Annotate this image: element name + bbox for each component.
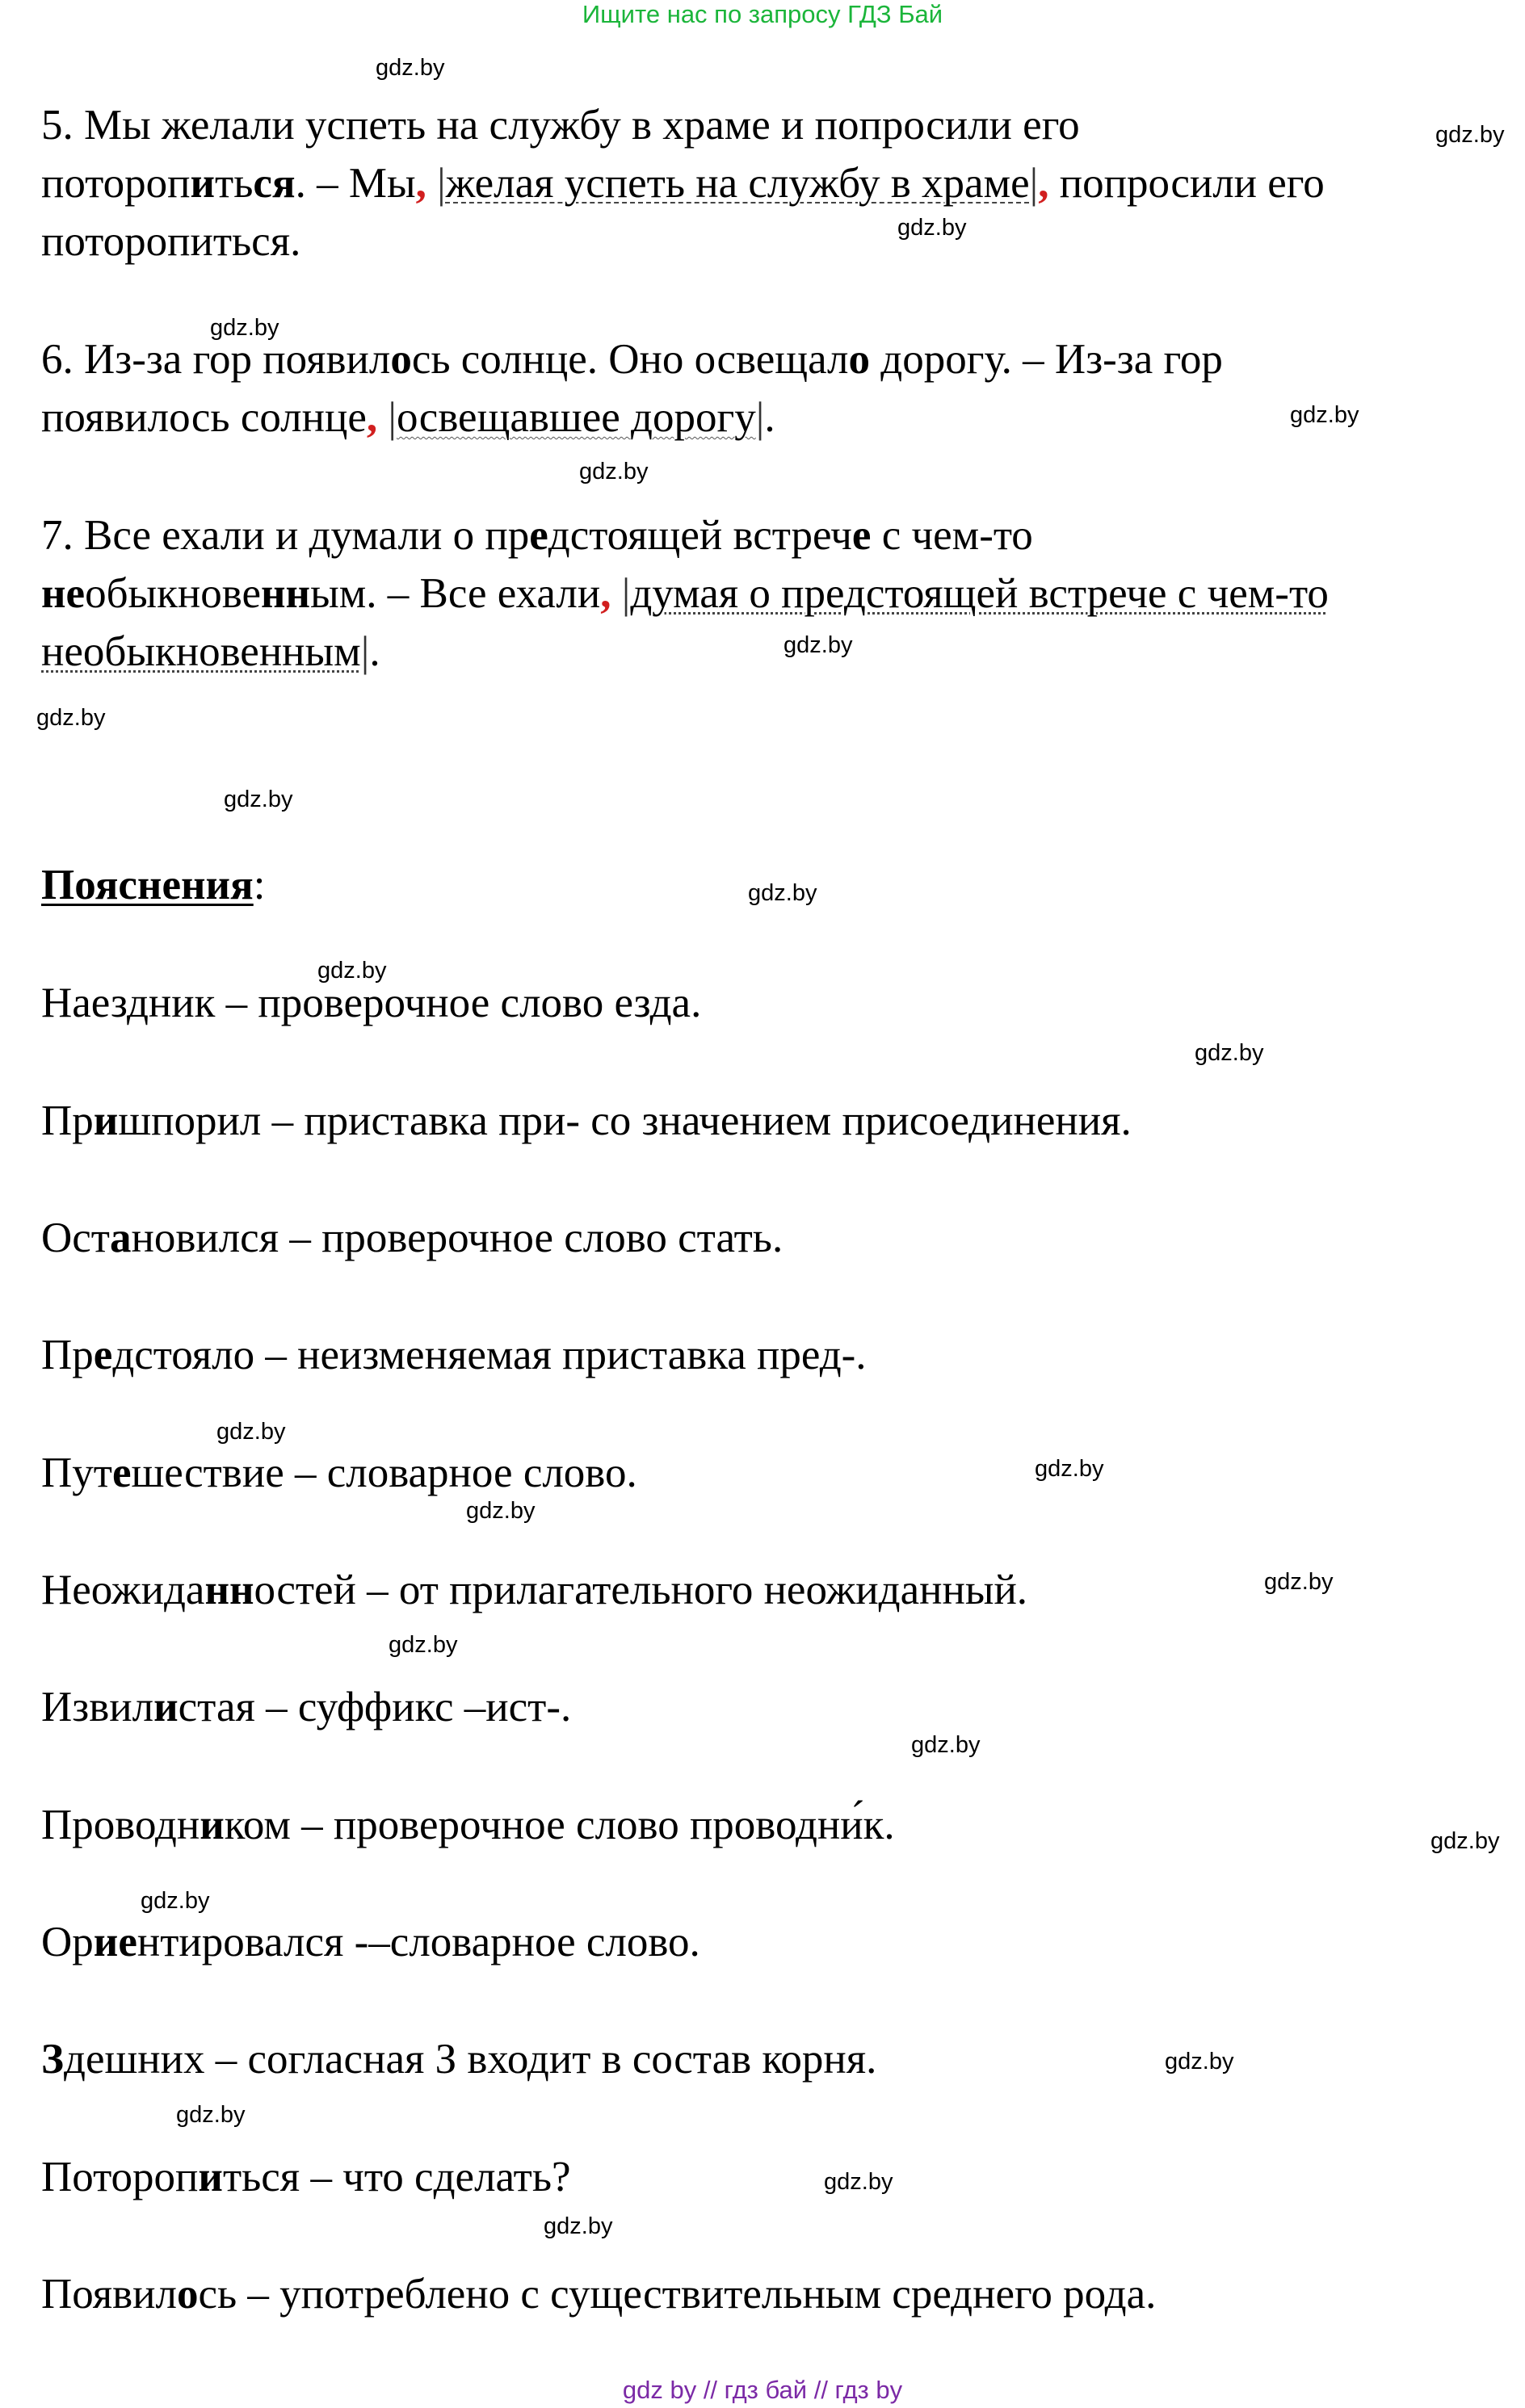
- phrase-boundary: |: [360, 628, 370, 675]
- highlight-letter: о: [390, 336, 412, 383]
- text-segment: Наездник: [41, 980, 216, 1026]
- text-segment: Извил: [41, 1684, 154, 1730]
- text-segment: ым. – Все ехали: [310, 570, 601, 617]
- text-segment: Неожида: [41, 1567, 205, 1613]
- text-segment: 7. Все ехали и думали о пр: [41, 512, 530, 559]
- highlight-letter: нн: [204, 1567, 254, 1613]
- text-segment: .: [369, 628, 380, 675]
- heading-text: Пояснения: [41, 862, 254, 908]
- adverbial-phrase-end: необыкновенным: [41, 628, 361, 675]
- exercise-6-line-1: [41, 335, 1223, 384]
- watermark: gdz.by: [1195, 1040, 1264, 1066]
- watermark: gdz.by: [824, 2169, 893, 2195]
- text-segment: дешних – согласная З входит в состав корня.: [63, 2036, 877, 2083]
- highlight-letter: и: [190, 160, 216, 207]
- text-segment: стая – суффикс –ист-.: [178, 1684, 572, 1730]
- text-segment: Потороп: [41, 2154, 199, 2200]
- text-segment: . – Мы: [295, 160, 416, 207]
- phrase-boundary: |: [437, 160, 446, 207]
- highlight-letter: е: [529, 512, 548, 559]
- text-segment: обыкнове: [85, 570, 261, 617]
- watermark: gdz.by: [911, 1732, 981, 1758]
- exercise-6-line-2: [41, 393, 775, 442]
- heading-colon: :: [253, 862, 266, 908]
- explanation-item: [41, 1918, 700, 1966]
- text-segment: Пр: [41, 1097, 94, 1144]
- text-segment: Появил: [41, 2271, 177, 2318]
- text-segment: Пр: [41, 1332, 94, 1378]
- exercise-7-line-2: [41, 569, 1329, 618]
- participle-phrase: освещавшее дорогу: [396, 394, 756, 441]
- highlight-letter: ся: [253, 160, 296, 207]
- comma-mark: ,: [415, 160, 426, 207]
- site-banner[interactable]: Ищите нас по запросу ГДЗ Бай: [582, 0, 943, 28]
- exercise-5-line-1: [41, 101, 1080, 149]
- text-segment: сь солнце. Оно освещал: [411, 336, 849, 383]
- watermark: gdz.by: [317, 958, 387, 984]
- watermark: gdz.by: [36, 705, 106, 731]
- watermark: gdz.by: [1165, 2049, 1234, 2074]
- watermark: gdz.by: [389, 1632, 458, 1658]
- text-segment: ком – проверочное слово проводни́к.: [224, 1802, 895, 1848]
- text-segment: появилось солнце: [41, 394, 367, 441]
- watermark: gdz.by: [784, 632, 853, 658]
- explanation-item: [41, 2270, 1156, 2318]
- text-segment: потороп: [41, 160, 191, 207]
- text-segment: с чем-то: [871, 512, 1033, 559]
- phrase-boundary: |: [1029, 160, 1039, 207]
- exercise-7-line-3: [41, 627, 380, 676]
- explanations-heading: [41, 861, 265, 909]
- highlight-letter: и: [153, 1684, 179, 1730]
- exercise-5-text: 5. Мы желали успеть на службу в храме и попросили его: [41, 102, 1080, 149]
- text-segment: – проверочное слово езда.: [215, 980, 702, 1026]
- watermark: gdz.by: [141, 1888, 210, 1914]
- phrase-boundary: |: [755, 394, 765, 441]
- comma-mark: ,: [1038, 160, 1049, 207]
- participle-phrase: желая успеть на службу в храме: [445, 160, 1030, 207]
- explanation-item: [41, 1331, 867, 1379]
- explanation-item: [41, 1683, 571, 1731]
- explanation-item: [41, 1801, 895, 1849]
- watermark: gdz.by: [216, 1419, 286, 1445]
- phrase-boundary: |: [621, 570, 631, 617]
- text-segment: Проводн: [41, 1802, 200, 1848]
- watermark: gdz.by: [466, 1498, 536, 1524]
- text-segment: поторопиться.: [41, 218, 301, 265]
- text-segment: ться – что сделать?: [222, 2154, 571, 2200]
- watermark: gdz.by: [544, 2213, 613, 2239]
- highlight-letter: нн: [261, 570, 311, 617]
- watermark: gdz.by: [1264, 1569, 1334, 1595]
- explanation-item: [41, 1566, 1027, 1614]
- text-segment: попросили его: [1048, 160, 1325, 207]
- comma-mark: ,: [600, 570, 611, 617]
- highlight-letter: а: [109, 1214, 132, 1261]
- text-segment: сь – употреблено с существительным среднего рода.: [198, 2271, 1157, 2318]
- watermark: gdz.by: [1035, 1456, 1104, 1482]
- explanation-item: [41, 1214, 783, 1262]
- watermark: gdz.by: [224, 787, 293, 812]
- highlight-letter: о: [176, 2271, 199, 2318]
- explanation-item: [41, 979, 701, 1027]
- text-segment: Ор: [41, 1919, 94, 1965]
- watermark: gdz.by: [210, 315, 279, 341]
- watermark: gdz.by: [376, 55, 445, 81]
- highlight-letter: и: [198, 2154, 223, 2200]
- explanation-item: [41, 2153, 571, 2201]
- explanation-item: [41, 1449, 637, 1497]
- text-segment: .: [764, 394, 775, 441]
- highlight-letter: о: [848, 336, 871, 383]
- explanation-item: [41, 1097, 1132, 1145]
- phrase-boundary: |: [388, 394, 397, 441]
- highlight-letter: З: [41, 2036, 64, 2083]
- watermark: gdz.by: [897, 215, 967, 241]
- text-segment: дстоящей встреч: [548, 512, 852, 559]
- highlight-letter: не: [41, 570, 86, 617]
- highlight-letter: ие: [93, 1919, 137, 1965]
- text-segment: Пут: [41, 1449, 112, 1496]
- text-segment: 6. Из-за гор появил: [41, 336, 391, 383]
- text-segment: остей – от прилагательного неожиданный.: [254, 1567, 1028, 1613]
- watermark: gdz.by: [748, 880, 817, 906]
- watermark: gdz.by: [1430, 1828, 1500, 1854]
- explanation-item: [41, 2035, 876, 2083]
- exercise-5-line-2: [41, 159, 1325, 208]
- comma-mark: ,: [366, 394, 378, 441]
- exercise-5-line-3: [41, 217, 300, 266]
- adverbial-phrase: думая о предстоящей встрече с чем-то: [630, 570, 1329, 617]
- highlight-letter: е: [93, 1332, 113, 1378]
- highlight-letter: и: [93, 1097, 119, 1144]
- text-segment: нтировался -–словарное слово.: [137, 1919, 700, 1965]
- watermark: gdz.by: [176, 2102, 246, 2128]
- text-segment: новился – проверочное слово стать.: [131, 1214, 784, 1261]
- text-segment: шпорил – приставка при- со значением присоединения.: [118, 1097, 1132, 1144]
- text-segment: шествие – словарное слово.: [131, 1449, 637, 1496]
- text-segment: ть: [215, 160, 254, 207]
- text-segment: Ост: [41, 1214, 110, 1261]
- text-segment: дорогу. – Из-за гор: [870, 336, 1223, 383]
- footer-links[interactable]: gdz by // гдз бай // гдз by: [622, 2376, 903, 2404]
- highlight-letter: и: [200, 1802, 225, 1848]
- text-segment: дстояло – неизменяемая приставка пред-.: [112, 1332, 867, 1378]
- exercise-7-line-1: [41, 511, 1033, 560]
- watermark: gdz.by: [579, 459, 649, 485]
- watermark: gdz.by: [1290, 402, 1359, 428]
- highlight-letter: е: [851, 512, 872, 559]
- watermark: gdz.by: [1435, 122, 1505, 148]
- highlight-letter: е: [111, 1449, 132, 1496]
